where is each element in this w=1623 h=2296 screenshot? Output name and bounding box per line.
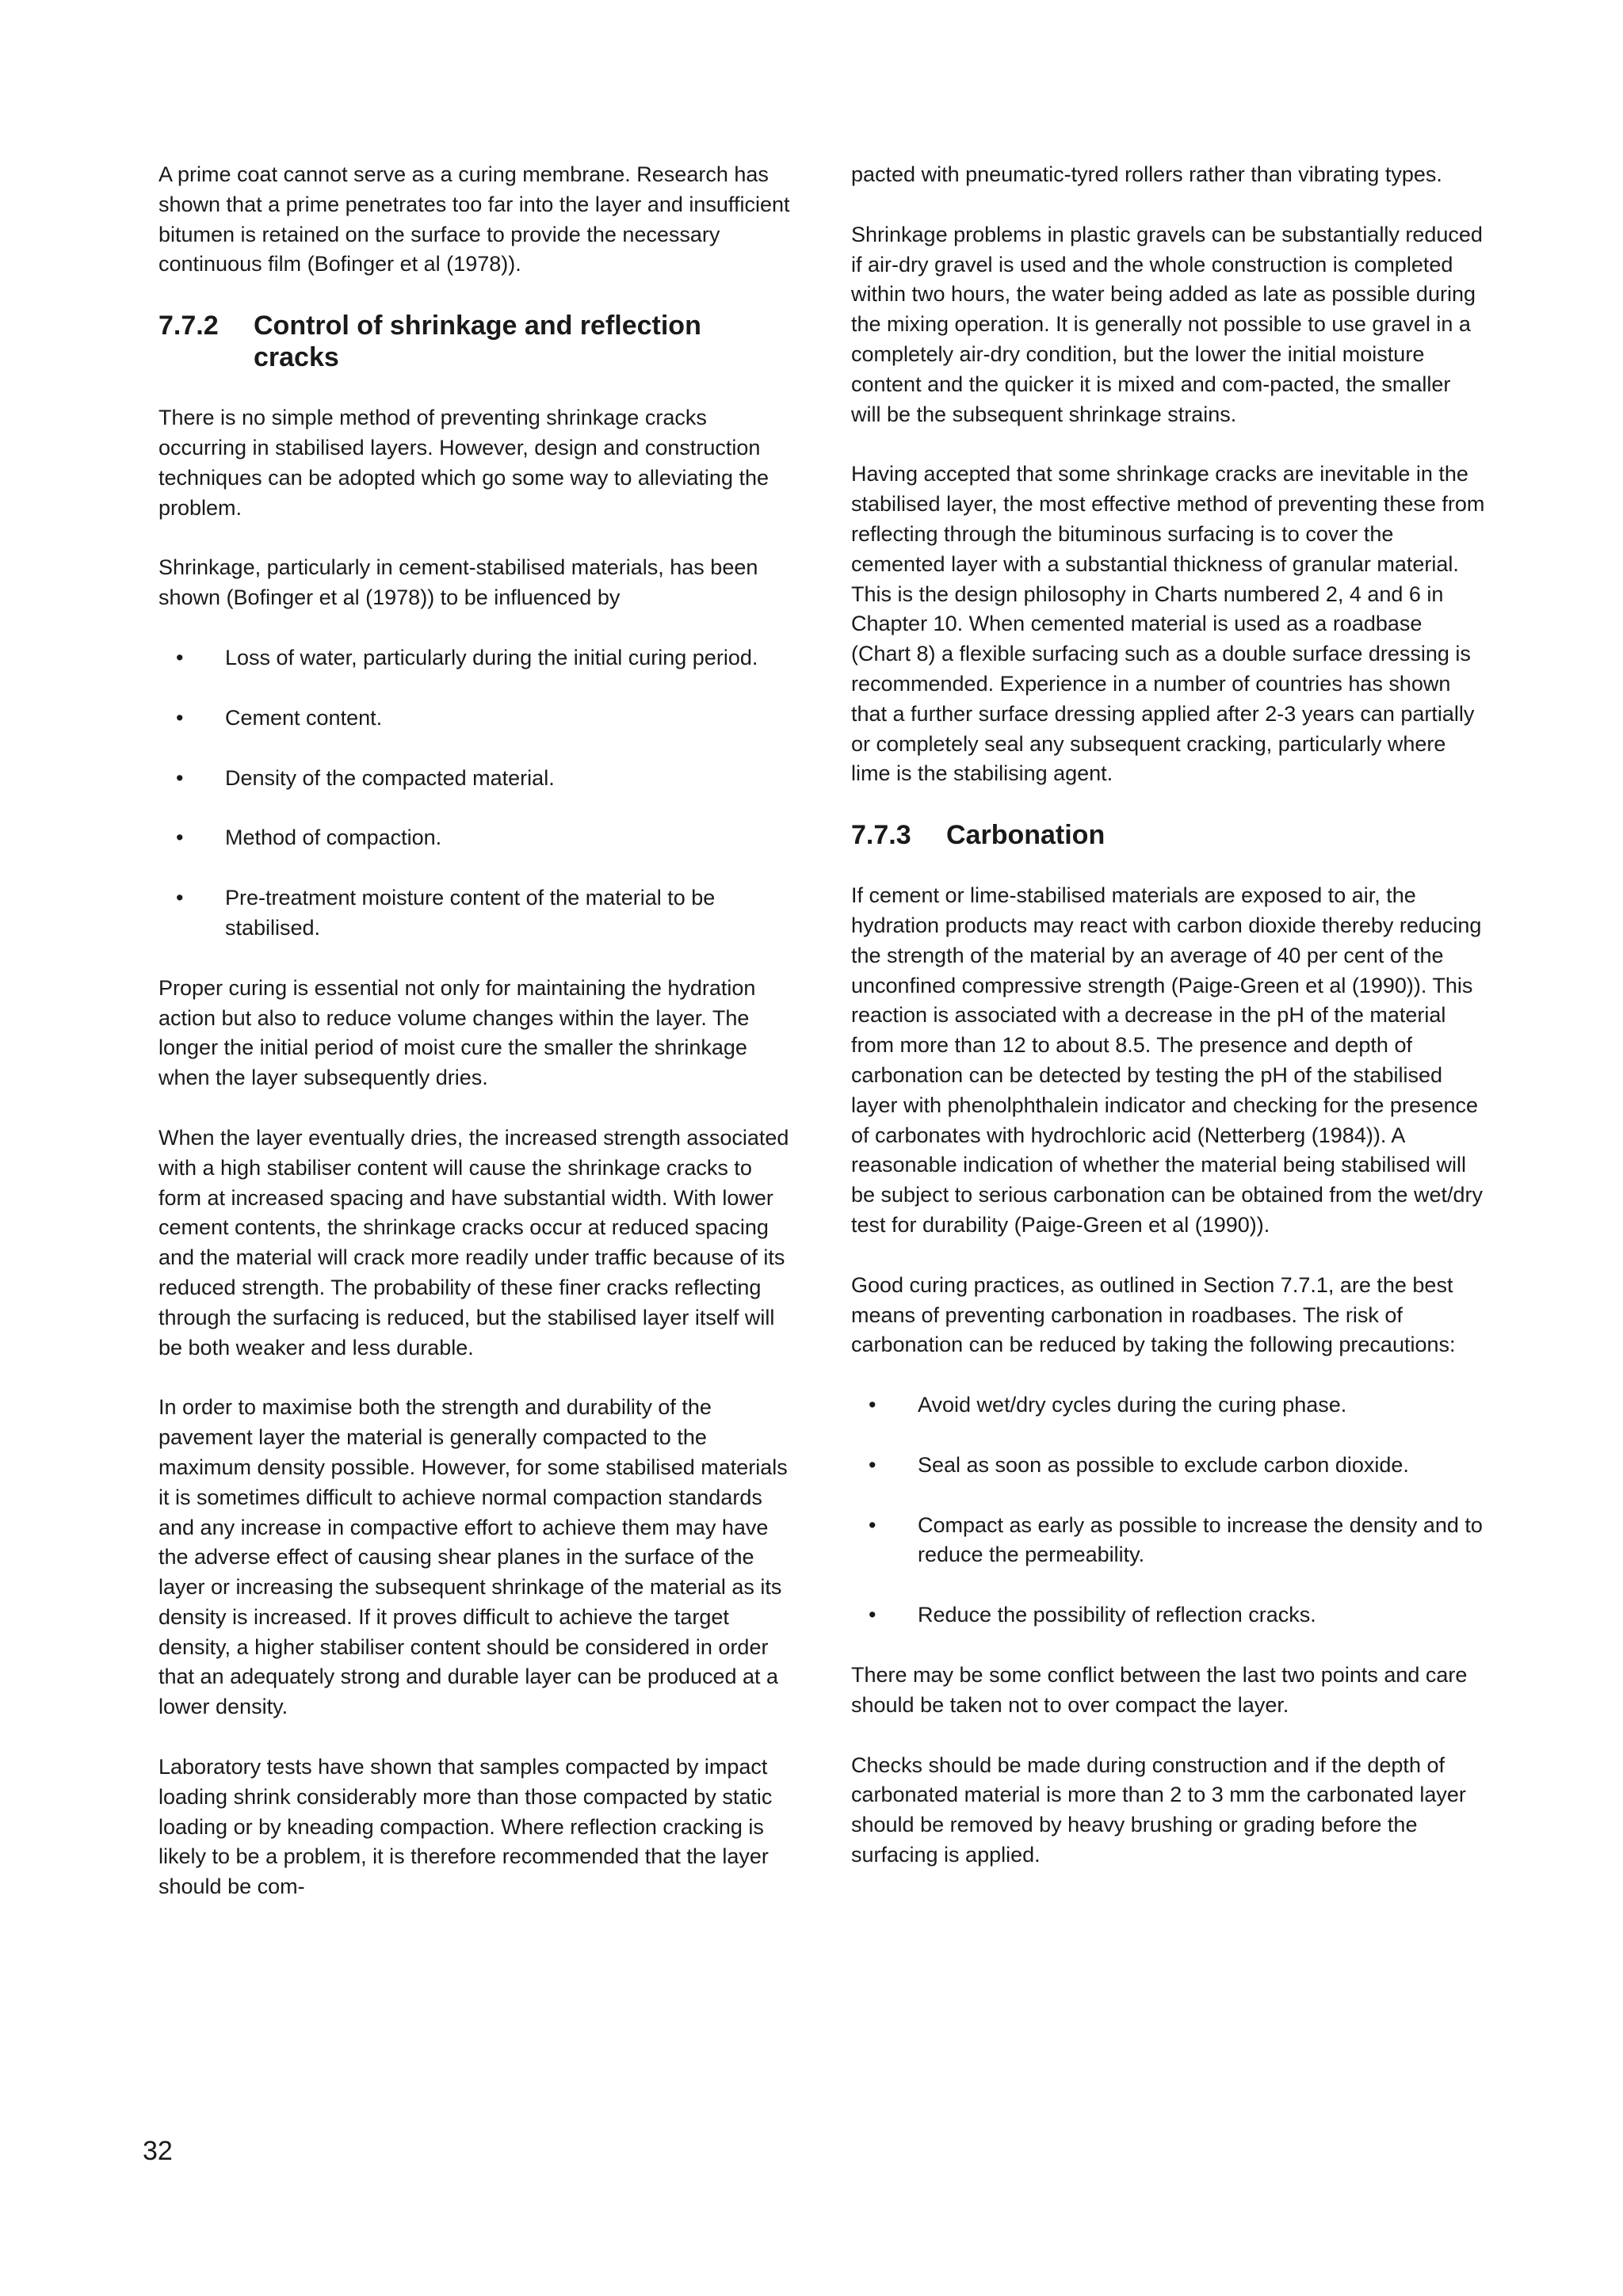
paragraph: When the layer eventually dries, the increased strength associated with a high stabiliser content will cause the shrinkage cracks to form at increased spacing and have substantial width. With lower cement contents, the shrinkage cracks occur at reduced spacing and the material will crack more readily under traffic because of its reduced strength. The probability of these finer cracks reflecting through the surfacing is reduced, but the stabilised layer itself will be both weaker and less durable. — [158, 1125, 789, 1360]
section-heading-7-7-3 — [851, 819, 1485, 851]
list-item: • Pre-treatment moisture content of the material to be stabilised. — [158, 883, 792, 944]
paragraph: Checks should be made during construction and if the depth of carbonated material is more than 2 to 3 mm the carbonated layer should be removed by heavy brushing or grading before the surfacing is applied. — [851, 1753, 1466, 1867]
bullet-icon: • — [176, 765, 184, 790]
section-title: Control of shrinkage and reflection cracks — [254, 311, 701, 373]
paragraph: pacted with pneumatic-tyred rollers rather than vibrating types. — [851, 162, 1442, 186]
paragraph: Laboratory tests have shown that samples compacted by impact loading shrink considerably more than those compacted by static loading or by kneading compaction. Where reflection cracking is likely to be a problem, it is therefore recommended that the layer should be com- — [158, 1755, 773, 1899]
list-item: • Loss of water, particularly during the initial curing period. — [158, 643, 792, 673]
left-column — [158, 160, 792, 1932]
carbonation-precautions-list — [851, 1390, 1485, 1630]
list-item: • Reduce the possibility of reflection cracks. — [851, 1600, 1485, 1630]
paragraph: Shrinkage problems in plastic gravels can be substantially reduced if air-dry gravel is used and the whole construction is completed within two hours, the water being added as late as possible during the mixing operation. It is generally not possible to use gravel in a completely air-dry condition, but the lower the initial moisture content and the quicker it is mixed and com-pacted, the smaller will be the subsequent shrinkage strains. — [851, 222, 1483, 426]
paragraph: Shrinkage, particularly in cement-stabilised materials, has been shown (Bofinger et al (1978)) to be influenced by — [158, 555, 758, 610]
bullet-icon: • — [176, 886, 184, 910]
section-number: 7.7.3 — [851, 820, 911, 851]
paragraph: There may be some conflict between the last two points and care should be taken not to over compact the layer. — [851, 1663, 1468, 1717]
paragraph: There is no simple method of preventing shrinkage cracks occurring in stabilised layers. However, design and construction techniques can be adopted which go some way to alleviating the problem. — [158, 406, 769, 520]
paragraph: A prime coat cannot serve as a curing membrane. Research has shown that a prime penetrates too far into the layer and insufficient bitumen is retained on the surface to provide the necessary continuous film (Bofinger et al (1978)). — [158, 162, 790, 277]
bullet-icon: • — [869, 1393, 876, 1417]
list-item: • Avoid wet/dry cycles during the curing phase. — [851, 1390, 1485, 1421]
list-item: • Density of the compacted material. — [158, 764, 792, 794]
list-item: • Seal as soon as possible to exclude carbon dioxide. — [851, 1451, 1485, 1481]
list-item: • Cement content. — [158, 704, 792, 734]
paragraph: Having accepted that some shrinkage cracks are inevitable in the stabilised layer, the most effective method of preventing these from reflecting through the bituminous surfacing is to cover the cemented layer with a substantial thickness of granular material. This is the design philosophy in Charts numbered 2, 4 and 6 in Chapter 10. When cemented material is used as a roadbase (Chart 8) a flexible surfacing such as a double surface dressing is recommended. Experience in a number of countries has shown that a further surface dressing applied after 2-3 years can partially or completely seal any subsequent cracking, particularly where lime is the stabilising agent. — [851, 462, 1485, 786]
bullet-icon: • — [869, 1603, 876, 1627]
page-number: 32 — [143, 2136, 173, 2166]
list-item: • Method of compaction. — [158, 823, 792, 853]
list-item: • Compact as early as possible to increase the density and to reduce the permeability. — [851, 1511, 1485, 1571]
right-column — [851, 160, 1485, 1901]
bullet-icon: • — [176, 705, 184, 730]
section-heading-7-7-2 — [158, 310, 792, 373]
bullet-icon: • — [869, 1452, 876, 1477]
bullet-icon: • — [176, 645, 184, 669]
paragraph: In order to maximise both the strength and durability of the pavement layer the material is generally compacted to the maximum density possible. However, for some stabilised materials it is sometimes difficult to achieve normal compaction standards and any increase in compactive effort to achieve them may have the adverse effect of causing shear planes in the surface of the layer or increasing the subsequent shrinkage of the material as its density is increased. If it proves difficult to achieve the target density, a higher stabiliser content should be considered in order that an adequately strong and durable layer can be produced at a lower density. — [158, 1395, 788, 1719]
bullet-icon: • — [869, 1512, 876, 1537]
section-title: Carbonation — [946, 820, 1106, 851]
bullet-icon: • — [176, 826, 184, 850]
paragraph: Proper curing is essential not only for maintaining the hydration action but also to reduce volume changes within the layer. The longer the initial period of moist cure the smaller the shrinkage when the layer subsequently dries. — [158, 975, 756, 1090]
paragraph: If cement or lime-stabilised materials are exposed to air, the hydration products may react with carbon dioxide thereby reducing the strength of the material by an average of 40 per cent of the unconfined compressive strength (Paige-Green et al (1990)). This reaction is associated with a decrease in the pH of the material from more than 12 to about 8.5. The presence and depth of carbonation can be detected by testing the pH of the stabilised layer with phenolphthalein indicator and checking for the presence of carbonates with hydrochloric acid (Netterberg (1984)). A reasonable indication of whether the material being stabilised will be subject to serious carbonation can be obtained from the wet/dry test for durability (Paige-Green et al (1990)). — [851, 883, 1483, 1237]
section-number: 7.7.2 — [158, 311, 219, 341]
paragraph: Good curing practices, as outlined in Section 7.7.1, are the best means of preventing carbonation in roadbases. The risk of carbonation can be reduced by taking the following precautions: — [851, 1272, 1456, 1357]
shrinkage-factors-list — [158, 643, 792, 944]
